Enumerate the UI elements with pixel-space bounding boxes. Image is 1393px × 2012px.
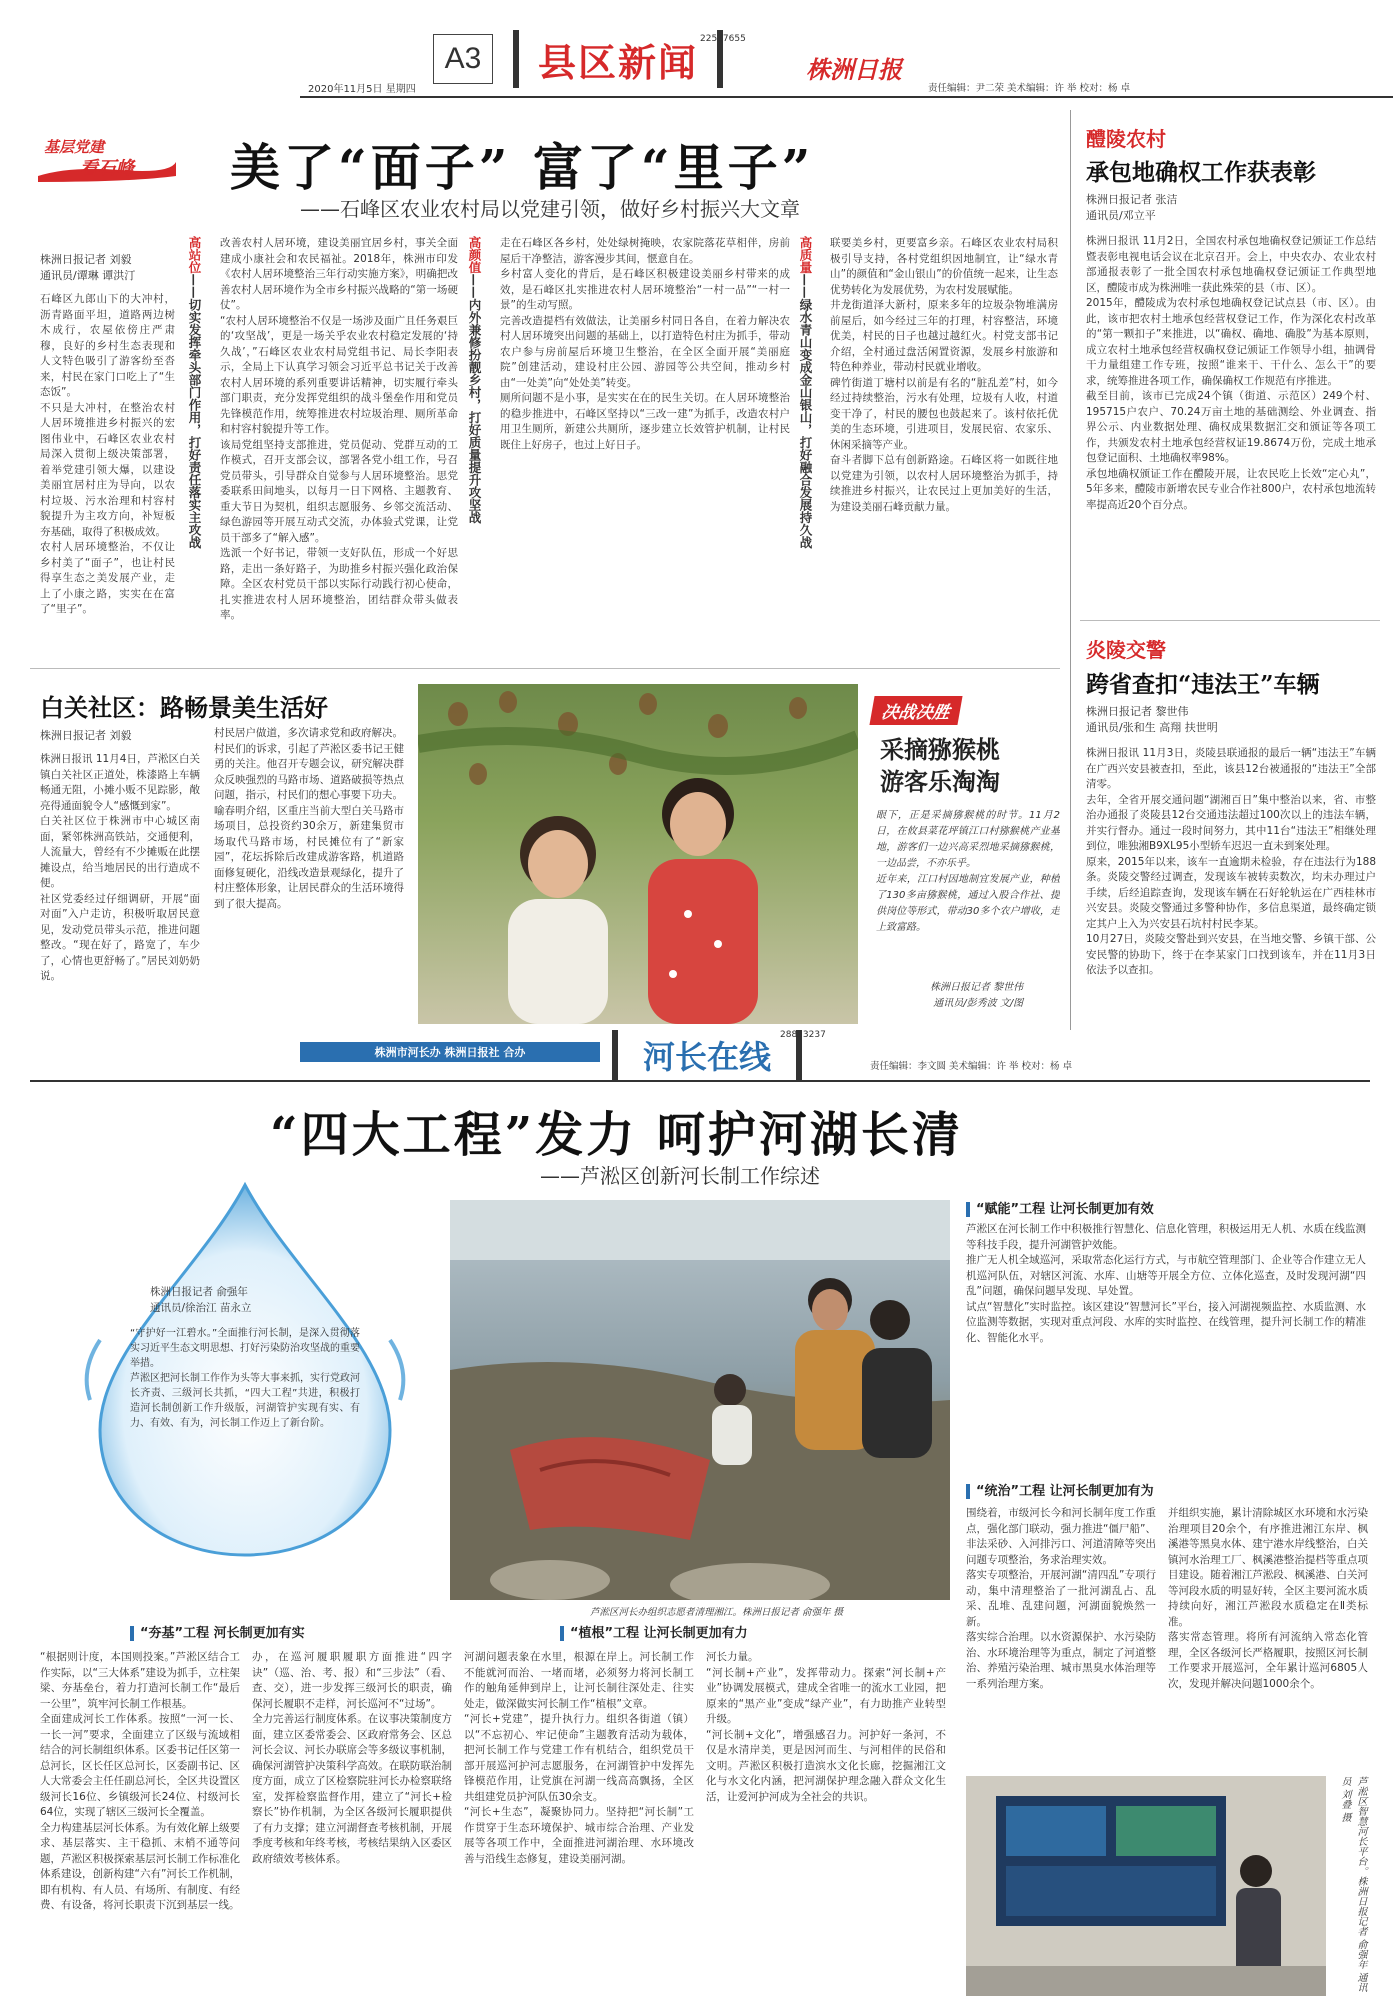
river-lead: “守护好一江碧水。”全面推行河长制，是深入贯彻落实习近平生态文明思想、打好污染防治攻坚战的重要举措。 芦淞区把河长制工作作为头等大事来抓，实行党政河长齐责、三级河长共抓，“四大工程”共进，积极打造河长制创新工作升级版，河湖管护实现有实、有力、有效、有为，河长制工作迈上了新台阶。 bbox=[130, 1328, 360, 1429]
right-column-divider bbox=[1070, 110, 1071, 1030]
phone-number: 22527655 bbox=[700, 34, 746, 44]
sec4-title bbox=[966, 1480, 1154, 1499]
right-divider-1 bbox=[1080, 620, 1380, 621]
part2-title: ——内外兼修扮靓乡村，打好质量提升攻坚战 bbox=[467, 273, 482, 524]
baiguan-headline: 白关社区：路畅景美生活好 bbox=[40, 693, 328, 722]
top-story-bottom-rule bbox=[30, 668, 1060, 669]
sec1-text: “根据则计度，本国则投案。”芦淞区结合工作实际，以“三大体系”建设为抓手，立柱架梁、夯基垒台，着力打造河长制工作“最后一公里”，筑牢河长制工作根基。 全面建成河长工作体系。按照“一河一长、一长一河”要求，全面建立了区级与流域相结合的河长制组织体系。区委书记任区第一总河长，区长任区总河长，区委副书记、区人大常委会主任任副总河长，全区共设置区级河长16位、乡镇级河长24位、村级河长64位，实现了辖区三级河长全覆盖。 全力构建基层河长体系。为有效化解上级要求、基层落实、主干稳抓、末梢不通等问题，芦淞区积极探索基层河长制工作标准化体系建设，创新构建“六有”河长工作机制，即有机构、有人员、有场所、有制度、有经费、有设备，将河长职责下沉到基层一线。 bbox=[40, 1651, 240, 1911]
column-badge-bottom: 看石峰 bbox=[80, 158, 134, 179]
sec1-title-text: “夯基”工程 河长制更加有实 bbox=[130, 1626, 305, 1641]
sec2-title bbox=[560, 1622, 748, 1641]
sec4-text: 围绕着，市级河长今和河长制年度工作重点，强化部门联动，强力推进“僵尸船”、非法采砂、入河排污口、河道清障等突出问题专项整治，务求治理实效。 落实专项整治，开展河湖“清四乱”专项行动，集中清理整治了一批河湖乱占、乱采、乱堆、乱建问题，河湖面貌焕然一新。 落实综合治理。以水资源保护、水污染防治、水环境治理等为重点，制定了河道整治、养殖污染治理、城市黑臭水体治理等一系列治理方案。 bbox=[966, 1507, 1156, 1690]
river-byline: 株洲日报记者 俞强年 通讯员/徐治江 苗永立 bbox=[150, 1286, 252, 1314]
part2-kicker: 高颜值 bbox=[467, 236, 482, 274]
river-title: 河长在线 bbox=[642, 1038, 771, 1076]
yanling-kicker: 炎陵交警 bbox=[1086, 638, 1166, 662]
editors-line: 责任编辑：尹二荣 美术编辑：许 举 校对：杨 卓 bbox=[928, 83, 1131, 94]
part1-title-vertical bbox=[186, 236, 202, 656]
part3-kicker: 高质量 bbox=[798, 236, 813, 274]
kiwi-photo bbox=[418, 684, 858, 1024]
river-phone: 28823237 bbox=[780, 1030, 826, 1040]
part1-kicker: 高站位 bbox=[187, 236, 202, 274]
header-rule bbox=[300, 96, 1393, 98]
column-badge bbox=[30, 136, 180, 184]
sec1-title bbox=[130, 1622, 305, 1641]
top-headline: 美了“面子” 富了“里子” bbox=[230, 138, 815, 197]
river-headline: “四大工程”发力 呵护河湖长清 bbox=[270, 1107, 963, 1163]
sec3-text: 芦淞区在河长制工作中积极推行智慧化、信息化管理，积极运用无人机、水质在线监测等科技手段，提升河湖管护效能。 推广无人机全域巡河，采取常态化运行方式，与市航空管理部门、企业等合作建立无人机巡河队伍，对辖区河流、水库、山塘等开展全方位、立体化巡查，及时发现河湖“四乱”问题，确保问题早发现、早处置。 试点“智慧化”实时监控。该区建设“智慧河长”平台，接入河湖视频监控、水质监测、水位监测等数据，实现对重点河段、水库的实时监控、在线管理，提升河长制工作的精准化、智能化水平。 bbox=[966, 1223, 1366, 1344]
kiwi-title-line2: 游客乐淘淘 bbox=[880, 768, 1000, 796]
kiwi-title-badge-text: 决战决胜 bbox=[879, 703, 952, 723]
sec3-title bbox=[966, 1198, 1154, 1217]
masthead bbox=[0, 0, 1393, 95]
river-title-box bbox=[612, 1030, 802, 1080]
liling-byline: 株洲日报记者 张洁 通讯员/邓立平 bbox=[1086, 193, 1178, 222]
page-number-badge bbox=[433, 34, 493, 84]
sec2b-text: 河长力量。 “河长制+产业”，发挥带动力。探索“河长制+产业”协调发展模式，建成全省唯一的流水工业园，把原来的“黑产业”变成“绿产业”，有力助推产业转型升级。 “河长制+文化”，增强感召力。河护好一条河，不仅是水清岸美，更是因河而生、与河相伴的民俗和文明。芦淞区积极打造滨水文化长廊，挖掘湘江文化与水文化内涵，把河湖保护理念融入群众文化生活，让爱河护河成为全社会的共识。 bbox=[706, 1651, 946, 1803]
liling-headline: 承包地确权工作获表彰 bbox=[1086, 159, 1316, 186]
river-editors: 责任编辑：李文圆 美术编辑：许 举 校对：杨 卓 bbox=[870, 1061, 1073, 1072]
part3-text: 联要美乡村，更要富乡亲。石峰区农业农村局积极引导支持，各村党组织因地制宜，让“绿水青山”的颜值和“金山银山”的价值统一起来，让生态优势转化为发展优势，为农村发展赋能。 井龙街道泽大新村，原来多年的垃圾杂物堆满房前屋后，如今经过三年的打理，村容整洁，环境优美，村民的日子也越过越红火。村党支部书记介绍，全村通过盘活闲置资源，发展乡村旅游和特色种养业，带动村民就业增收。 碑竹街道丁塘村以前是有名的“脏乱差”村，如今经过持续整治，污水有处理，垃圾有人收，村道变干净了，村民的腰包也鼓起来了。该村依托优美的生态环境，引进项目，发展民宿、农家乐、休闲采摘等产业。 奋斗者脚下总有创新路途。石峰区将一如既往地以党建为引领，以农村人居环境整治为抓手，持续推进乡村振兴，让农民过上更加美好的生活，为建设美丽石峰贡献力量。 bbox=[830, 237, 1058, 513]
date-line: 2020年11月5日 星期四 bbox=[308, 84, 416, 95]
kiwi-credit: 株洲日报记者 黎世伟 通讯员/彭秀波 文/图 bbox=[930, 982, 1024, 1009]
sec2-title-text: “植根”工程 让河长制更加有力 bbox=[560, 1626, 748, 1641]
top-subheadline: ——石峰区农业农村局以党建引领，做好乡村振兴大文章 bbox=[300, 197, 800, 221]
part1-text: 改善农村人居环境，建设美丽宜居乡村，事关全面建成小康社会和农民福祉。2018年，株洲市印发《农村人居环境整治三年行动实施方案》，明确把改善农村人居环境作为全市乡村振兴战略的“第一场硬仗”。 “农村人居环境整治不仅是一场涉及面广且任务艰巨的‘攻坚战’，更是一场关乎农业农村稳定发展的‘持久战’，”石峰区农业农村局党组书记、局长李阳表示，全局上下认真学习领会习近平总书记关于改善农村人居环境的系列重要讲话精神，切实履行牵头部门职责，充分发挥党组织的战斗堡垒作用和党员先锋模范作用，统筹推进农村垃圾治理、厕所革命和村容村貌提升等工作。 该局党组坚持支部推进，党员促动、党群互动的工作模式，召开支部会议，部署各党小组工作，号召党员带头，引导群众自觉参与人居环境整治。思党委联系田间地头，以每月一日下网格、主题教育、重大节日为契机，组织志愿服务、乡邻交流活动、绿色游园等开展互动式交流，办体验式党课，让党员干部多了“解入感”。 选派一个好书记，带领一支好队伍，形成一个好思路，走出一条好路子，为助推乡村振兴强化政治保障。全区农村党员干部以实际行动践行初心使命，扎实推进农村人居环境整治，团结群众带头做表率。 bbox=[220, 237, 458, 621]
liling-kicker: 醴陵农村 bbox=[1086, 127, 1166, 151]
section-title: 县区新闻 bbox=[537, 40, 698, 85]
kiwi-caption: 眼下，正是采摘猕猴桃的时节。11月2日，在攸县菜花坪镇江口村猕猴桃产业基地，游客们一边兴高采烈地采摘猕猴桃，一边品尝，不亦乐乎。 近年来，江口村因地制宜发展产业，种植了130多亩猕猴桃，通过入股合作社、提供岗位等形式，带动30多个农户增收，走上致富路。 bbox=[876, 810, 1060, 933]
part3-title: ——绿水青山变成金山银山，打好融合发展持久战 bbox=[798, 273, 813, 549]
yanling-text: 株洲日报讯 11月3日，炎陵县联通报的最后一辆“违法王”车辆在广西兴安县被查扣，至此，该县12台被通报的“违法王”全部清零。 去年，全省开展交通问题“湖湘百日”集中整治以来，省、市整治办通报了炎陵县12台交通违法超过100次以上的违法车辆，并实行督办。通过一段时间努力，其中11台“违法王”相继处理到位，唯独湘B9XL95小型轿车迟迟一直未到案处理。 原来，2015年以来，该车一直逾期未检验，存在违法行为188条。炎陵交警经过调查，发现该车被转卖数次，均未办理过户手续，后经追踪查询，发现该车辆在石好轮轨运在广西桂林市兴安县。炎陵交警通过多警种协作，多信息渠道，最终确定锁定其户上入为兴安县石坑村村民李某。 10月27日，炎陵交警赴到兴安县，在当地交警、乡镇干部、公安民警的协助下，终于在李某家门口找到该车，并在11月3日依法予以查扣。 bbox=[1086, 747, 1376, 976]
smart-river-photo-caption: 芦淞区智慧河长平台。株洲日报记者 俞强年 通讯员 刘叠 摄 bbox=[1339, 1776, 1366, 1993]
sec4-title-text: “统治”工程 让河长制更加有为 bbox=[966, 1484, 1154, 1499]
river-photo-caption: 芦淞区河长办组织志愿者清理湘江。株洲日报记者 俞强年 摄 bbox=[590, 1607, 844, 1618]
kiwi-title-line1: 采摘猕猴桃 bbox=[880, 736, 1000, 764]
part3-title-vertical bbox=[797, 236, 813, 656]
baiguan-col2: 村民居户做道，多次请求党和政府解决。 村民们的诉求，引起了芦淞区委书记王健勇的关注。他召开专题会议，研究解决群众反映强烈的马路市场、道路破损等热点问题，指示，村民们的想心事要下功夫。 喻春明介绍，区重庄当前大型白关马路市场项目，总投资约30余万，新建集贸市场取代马路市场，村民摊位有了“新家园”，花坛拆除后改建成游客路，机道路面修复硬化，沿线改造景观绿化，提升了村庄整体形象，让居民群众的生活环境得到了很大提高。 bbox=[214, 727, 404, 910]
smart-river-photo bbox=[966, 1776, 1326, 1996]
kiwi-title-badge bbox=[869, 696, 962, 725]
river-strip bbox=[300, 1042, 600, 1062]
part2-text: 走在石峰区各乡村，处处绿树掩映，农家院落花草相伴，房前屋后干净整洁，游客漫步其间，惬意自在。 乡村富人变化的背后，是石峰区积极建设美丽乡村带来的成效，是石峰区扎实推进农村人居环境整治“一村一品”“一村一景”的生动写照。 完善改造提档有效做法，让美丽乡村同日各自，在着力解决农村人居环境突出问题的基础上，以打造特色村庄为抓手，带动农户参与房前屋后环境卫生整治，在全区全面开展“美丽庭院”创建活动，建设村庄公园、游园等公共空间，推动乡村由“一处美”向“处处美”转变。 厕所问题不是小事，是实实在在的民生关切。在人居环境整治的稳步推进中，石峰区坚持以“三改一建”为抓手，改造农村户用卫生厕所，新建公共厕所，逐步建立长效管护机制，让村民既住上好房子，也过上好日子。 bbox=[500, 237, 790, 451]
top-byline: 株洲日报记者 刘毅 通讯员/谭琳 谭洪汀 bbox=[40, 253, 136, 282]
part2-title-vertical bbox=[466, 236, 482, 656]
sec3-title-text: “赋能”工程 让河长制更加有效 bbox=[966, 1202, 1154, 1217]
yanling-headline: 跨省查扣“违法王”车辆 bbox=[1086, 671, 1320, 698]
top-lead: 石峰区九郎山下的大冲村，沥青路面平坦，道路两边树木成行，农屋依傍庄严肃穆，良好的乡村生态表现和人文特色吸引了游客纷至沓来，村民在家门口吃上了“生态饭”。 不只是大冲村，在整治农村人居环境推进乡村振兴的宏图伟业中，石峰区农业农村局深入贯彻上级决策部署，着举党建引领大爆，以建设美丽宜居村庄为导向，以农村垃圾、污水治理和村容村貌提升为主攻方向，补短板夯基础，取得了积极成效。 农村人居环境整治，不仅让乡村美了“面子”，也让村民得享生态之美发展产业，走上了小康之路，实实在在富了“里子”。 bbox=[40, 293, 175, 615]
part1-title: ——切实发挥牵头部门作用，打好责任落实主攻战 bbox=[187, 273, 202, 549]
river-subheadline: ——芦淞区创新河长制工作综述 bbox=[540, 1164, 820, 1188]
river-strip-text: 株洲市河长办 株洲日报社 合办 bbox=[374, 1046, 526, 1059]
page-number: A3 bbox=[444, 42, 482, 75]
liling-text: 株洲日报讯 11月2日，全国农村承包地确权登记颁证工作总结暨表彰电视电话会议在北京召开。会上，中央农办、农业农村部通报表彰了一批全国农村承包地确权登记颁证工作典型地区，醴陵市成为株洲唯一获此殊荣的县（市、区）。 2015年，醴陵成为农村承包地确权登记试点县（市、区）。由此，该市把农村土地承包经营权登记工作，作为深化农村改革的“第一颗扣子”来推进，以“确权、确地、确股”为基本原则，成立农村土地承包经营权确权登记颁证工作领导小组，抽调骨干力量组建工作专班，按照“谁来干、干什么、怎么干”的要求，统筹推进各项工作，确保确权工作规范有序推进。 截至目前，该市已完成24个镇（街道、示范区）249个村、195715户农户、70.24万亩土地的基础测绘、外业调查、指界公示、内业数据处理、确权成果数据汇交和颁证等各项工作，共颁发农村土地承包经营权证19.8674万份，完成土地承包登记面积、土地确权率98%。 承包地确权颁证工作在醴陵开展，让农民吃上长效“定心丸”，5年多来，醴陵市新增农民专业合作社800户，农村承包地流转率提高近20个百分点。 bbox=[1086, 235, 1376, 511]
river-header-rule bbox=[30, 1080, 1370, 1082]
section-title-box bbox=[513, 30, 723, 88]
baiguan-byline: 株洲日报记者 刘毅 bbox=[40, 729, 132, 742]
sec4b-text: 并组织实施，累计清除城区水环境和水污染治理项目20余个，有序推进湘江东岸、枫溪港等黑臭水体、建宁港水岸线整治，白关镇河水治理工厂、枫溪港整治提档等重点项目建设。随着湘江芦淞段、枫溪港、白关河等河段水质的明显好转，全区主要河流水质持续向好，湘江芦淞段水质稳定在Ⅱ类标准。 落实常态管理。将所有河流纳入常态化管理，全区各级河长严格履职，按照区河长制工作要求开展巡河，全年累计巡河6805人次，发现并解决问题1000余个。 bbox=[1168, 1507, 1368, 1690]
paper-logo: 株洲日报 bbox=[806, 55, 902, 84]
sec1b-text: 办，在巡河履职履职方面推进“四字诀”（巡、治、考、报）和“三步法”（看、查、交），进一步发挥三级河长的职责，确保河长履职不走样，河长巡河不“过场”。 全力完善运行制度体系。在议事决策制度方面，建立区委常委会、区政府常务会、区总河长会议、河长办联席会等多级议事机制，确保河湖管护决策科学高效。在联防联治制度方面，成立了区检察院驻河长办检察联络室，发挥检察监督作用，建立了“河长+检察长”协作机制，为全区各级河长履职提供了有力支撑；建立河湖督查考核机制，开展季度考核和年终考核，考核结果纳入区委区政府绩效考核体系。 bbox=[252, 1651, 452, 1865]
yanling-byline: 株洲日报记者 黎世伟 通讯员/张和生 高翔 扶世明 bbox=[1086, 705, 1218, 734]
sec2-text: 河湖问题表象在水里，根源在岸上。河长制工作不能就河而治、一堵而堵，必须努力将河长制工作的触角延伸到岸上，让河长制往深处走、往实处走，做深做实河长制工作“植根”文章。 “河长+党建”，提升执行力。组织各街道（镇）以“不忘初心、牢记使命”主题教育活动为载体，把河长制工作与党建工作有机结合，组织党员干部开展巡河护河志愿服务，在河湖管护中发挥先锋模范作用，让党旗在河湖一线高高飘扬，全区共组建党员护河队伍30余支。 “河长+生态”，凝聚协同力。坚持把“河长制”工作贯穿于生态环境保护、城市综合治理、产业发展等各项工作中，全面推进河湖治理、水环境改善与沿线生态修复，建设美丽河湖。 bbox=[464, 1651, 694, 1865]
baiguan-col1: 株洲日报讯 11月4日，芦淞区白关镇白关社区正道处，株漆路上车辆畅通无阻，小摊小贩不见踪影，敞亮得通面貌令人“感慨到家”。 白关社区位于株洲市中心城区南面，紧邻株洲高铁站，交通便利，人流量大，曾经有不少摊贩在此摆摊设点，给当地居民的出行造成不便。 社区党委经过仔细调研，开展“面对面”入户走访，积极听取居民意见，发动党员带头示范，推进问题整改。“现在好了，路宽了，车少了，心情也更舒畅了。”居民刘奶奶说。 bbox=[40, 753, 200, 982]
column-badge-top: 基层党建 bbox=[44, 138, 105, 156]
river-cleanup-photo bbox=[450, 1200, 950, 1600]
